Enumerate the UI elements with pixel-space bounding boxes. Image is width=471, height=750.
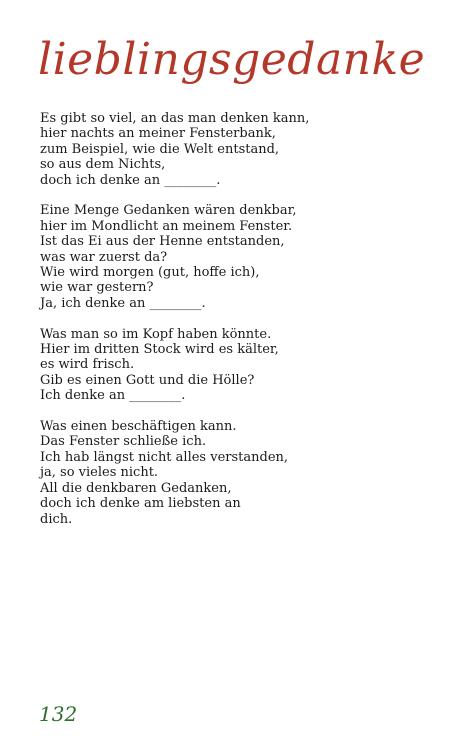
poem-line: Das Fenster schließe ich.: [40, 434, 207, 450]
poem-line: Ich hab längst nicht alles verstanden,: [40, 449, 289, 465]
stanza-1: [40, 111, 440, 188]
poem-line: Ist das Ei aus der Henne entstanden,: [40, 234, 285, 250]
stanza-3: [40, 327, 440, 404]
poem-line: hier nachts an meiner Fensterbank,: [40, 126, 276, 142]
poem-line: Es gibt so viel, an das man denken kann,: [40, 111, 310, 126]
poem-line: All die denkbaren Gedanken,: [40, 480, 232, 496]
poem-body: [40, 111, 440, 542]
poem-line: doch ich denke am liebsten an: [40, 496, 241, 512]
poem-line: doch ich denke an ________.: [40, 172, 221, 188]
stanza-4: [40, 419, 440, 527]
stanza-2: [40, 203, 440, 311]
poem-line: Ja, ich denke an ________.: [40, 295, 206, 311]
poem-line: es wird frisch.: [40, 357, 135, 373]
poem-line: ja, so vieles nicht.: [40, 465, 159, 481]
poem-line: Hier im dritten Stock wird es kälter,: [40, 342, 279, 358]
poem-line: wie war gestern?: [40, 280, 154, 296]
poem-line: Was man so im Kopf haben könnte.: [40, 326, 272, 342]
poem-line: dich.: [40, 511, 73, 527]
page-number: 132: [39, 702, 78, 726]
poem-line: zum Beispiel, wie die Welt entstand,: [40, 141, 280, 157]
poem-line: so aus dem Nichts,: [40, 157, 166, 173]
poem-line: hier im Mondlicht an meinem Fenster.: [40, 218, 293, 234]
poem-line: was war zuerst da?: [40, 249, 168, 265]
poem-line: Wie wird morgen (gut, hoffe ich),: [40, 265, 260, 281]
poem-title: lieblingsgedanke: [38, 34, 426, 85]
poem-line: Was einen beschäftigen kann.: [40, 419, 237, 435]
poem-line: Ich denke an ________.: [40, 388, 186, 404]
poem-line: Gib es einen Gott und die Hölle?: [40, 372, 255, 388]
poem-line: Eine Menge Gedanken wären denkbar,: [40, 203, 297, 219]
